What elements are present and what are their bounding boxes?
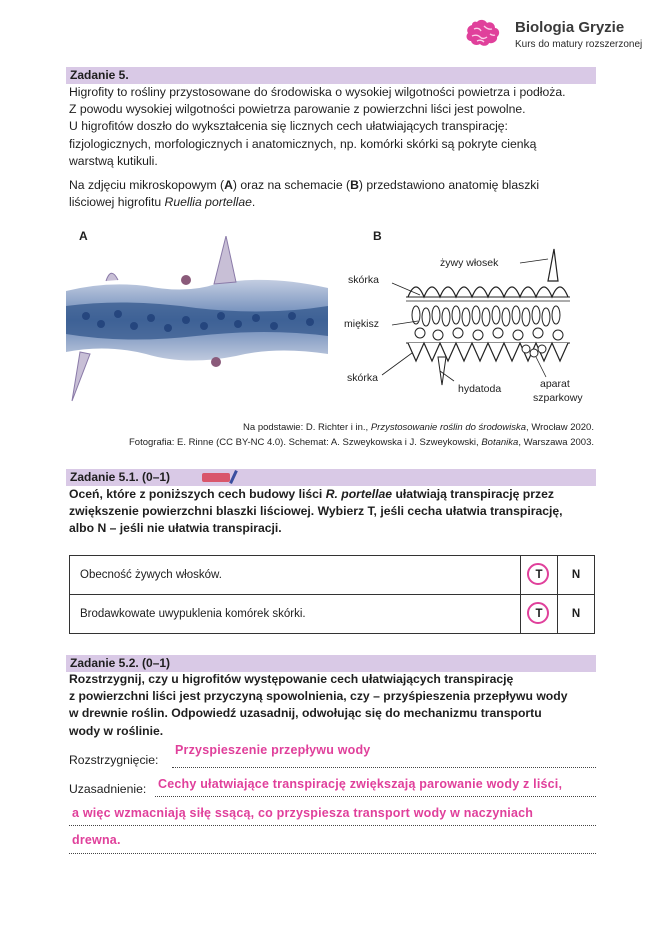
label-aparat: aparat — [540, 378, 570, 390]
intro-line: fizjologicznych, morfologicznych i anatomicznych, np. komórki skórki są pokryte cienką — [69, 136, 537, 151]
intro-line: Higrofity to rośliny przystosowane do środowiska o wysokiej wilgotności powietrza i podłoża. — [69, 85, 566, 99]
justification-answer-line[interactable]: drewna. — [72, 833, 121, 847]
justification-line — [155, 796, 596, 797]
brain-icon — [464, 17, 502, 51]
option-t[interactable]: T — [521, 595, 558, 634]
selection-circle — [527, 563, 549, 585]
task52-question: Rozstrzygnij, czy u higrofitów występowanie cech ułatwiających transpirację z powierzchni liści jest przyczyną spowolnienia, czy – przyśpieszenia przepływu wody w drewnie roślin. Odpowiedź uzasadnij, odwołując się do mechanizmu transportu wody w roślinie. — [69, 672, 568, 738]
brand-logo — [464, 17, 502, 51]
true-false-table — [69, 555, 595, 634]
statement-cell: Brodawkowate uwypuklenia komórek skórki. — [70, 595, 521, 634]
task5-intro — [69, 84, 609, 170]
label-skorka-bottom: skórka — [347, 372, 378, 384]
figure-intro: Na zdjęciu mikroskopowym (A) oraz na schemacie (B) przedstawiono anatomię blaszki liściowej higrofitu Ruellia portellae. — [69, 178, 540, 210]
decision-answer[interactable]: Przyspieszenie przepływu wody — [175, 743, 371, 757]
justification-line — [69, 825, 596, 826]
option-n[interactable]: N — [558, 556, 595, 595]
caption-line-1: Na podstawie: D. Richter i in., Przystosowanie roślin do środowiska, Wrocław 2020. — [243, 422, 594, 433]
decision-label: Rozstrzygnięcie: — [69, 753, 159, 767]
decision-line — [172, 767, 596, 768]
difficulty-icon — [202, 473, 230, 482]
task51-title: Zadanie 5.1. (0–1) — [66, 469, 596, 486]
pencil-icon — [229, 470, 238, 484]
option-t[interactable]: T — [521, 556, 558, 595]
justification-answer-line[interactable]: a więc wzmacniają siłę ssącą, co przyspiesza transport wody w naczyniach — [72, 806, 534, 820]
table-row — [70, 595, 595, 634]
label-skorka-top: skórka — [348, 274, 379, 286]
figure-a-label: A — [79, 229, 88, 243]
option-n[interactable]: N — [558, 595, 595, 634]
label-szparkowy: szparkowy — [533, 392, 583, 404]
brand-name: Biologia Gryzie — [515, 19, 625, 36]
label-miekisz: miękisz — [344, 318, 380, 330]
task51-question: Oceń, które z poniższych cech budowy liści R. portellae ułatwiają transpirację przez zwiększenie powierzchni blaszki liściowej. Wybierz T, jeśli cecha ułatwia transpirację, albo N – jeśli nie ułatwia transpiracji. — [69, 487, 563, 536]
justification-label: Uzasadnienie: — [69, 782, 147, 796]
caption-line-2: Fotografia: E. Rinne (CC BY-NC 4.0). Schemat: A. Szweykowska i J. Szweykowski, Botanika, Warszawa 2003. — [129, 437, 594, 448]
micrograph-image — [66, 236, 328, 406]
label-hydatoda: hydatoda — [458, 383, 502, 395]
table-row — [70, 556, 595, 595]
intro-line: U higrofitów doszło do wykształcenia się licznych cech ułatwiających transpirację: — [69, 119, 508, 134]
task5-title: Zadanie 5. — [66, 67, 596, 84]
selection-circle — [527, 602, 549, 624]
justification-line — [69, 853, 596, 854]
label-zywy-wlosek: żywy włosek — [440, 257, 499, 269]
justification-answer-line[interactable]: Cechy ułatwiające transpirację zwiększają parowanie wody z liści, — [158, 777, 563, 791]
statement-cell: Obecność żywych włosków. — [70, 556, 521, 595]
figure-b-label: B — [373, 229, 382, 243]
task52-title: Zadanie 5.2. (0–1) — [66, 655, 596, 672]
figure-caption — [100, 420, 594, 450]
intro-line: warstwą kutikuli. — [69, 153, 158, 168]
intro-line: Z powodu wysokiej wilgotności powietrza parowanie z powierzchni liści jest powolne. — [69, 102, 526, 117]
brand-subtitle: Kurs do matury rozszerzonej — [515, 39, 643, 50]
